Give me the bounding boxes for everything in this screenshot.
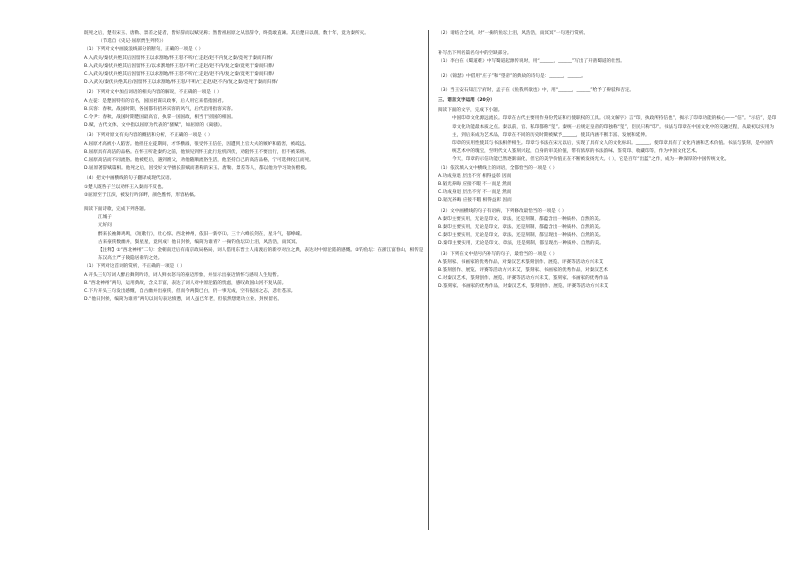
q2-option-a[interactable]: A.左徒：是楚国特有的官名，国国君谋议政事，后人用它来借指国君。: [84, 98, 227, 104]
fill-item-2[interactable]: （2）《锦瑟》中借用“庄子”和“望帝”的典故的诗句是：______，______。: [438, 73, 586, 79]
q4-item-2: ②屈原至于江滨，被发行吟泽畔，颜色憔悴，形容枯槁。: [84, 192, 199, 198]
q2-option-b[interactable]: B.宾客：春秋、战国时期，各国都有招养宾客的风气，后代沿用指客宾客。: [84, 106, 236, 112]
question-3: （3）下列对原文有关内容的概括和分析，不正确的一项是（ ）: [84, 133, 213, 139]
question-1: （1）下列对文中画波浪线部分的断句，正确的一项是（ ）: [84, 47, 204, 53]
q1-option-d[interactable]: D.入武关/秦伏兵绝其后/因留怀王以求割地/怀王怒/不听/亡走赵/赵不内/复之秦/竟死于秦而归葬/: [84, 80, 278, 86]
poem-question-2: （2）请结合全词，对“一掬钓鱼坛上泪，风浩浩，雨冥冥”一句进行赏析。: [438, 31, 589, 36]
reading-question-1: （1）依次填入文中横线上的词语，全都恰当的一项是（ ）: [438, 165, 558, 171]
rq2-option-d[interactable]: D.秦印主要实用，无论是印文、章法，还是刻制，都呈现出一种质朴、自然的美。: [438, 241, 604, 247]
q2-option-d[interactable]: D.赋，古代文体，文中指以屈原为代表的“骚赋”，如屈原的《离骚》。: [84, 123, 225, 129]
q3-option-d[interactable]: D.屈原著辞赋篇相。他死之后，因受好文学擅长辞赋而著称的宋玉、唐勒、景差等人，都以他为学习效仿楷模。: [84, 166, 310, 172]
rq2-option-b[interactable]: B.秦印主要实用，无论是印文、章法、还是刻制，都蕴含出一种质朴、自然的美。: [438, 225, 604, 231]
pq1-option-a[interactable]: A.开头三句写词人醉后舞剑吟诗，词人鲜衣怒马的豪迈形象，并显示出豪迈情怀与感叹人生短暂。: [84, 272, 282, 278]
fill-title: 补写出下列名篇名句中的空缺部分。: [438, 51, 512, 57]
column-divider: [428, 30, 429, 530]
poem-author: 元好问: [98, 223, 112, 229]
rq1-option-b[interactable]: B.韬光养晦 应接不暇 不一而足 然而: [438, 182, 512, 188]
right-column: [438, 30, 778, 292]
rq3-option-d[interactable]: D.篆刻家、书画家的优秀作品，对秦汉艺术，篆刻创作、展览、评赛等活动方兴未艾: [438, 284, 609, 290]
fill-item-3[interactable]: （3）当王安石知江宁府时，孟子在《鱼我所欲也》中，用“______，______”给予了辩驳和否定。: [438, 87, 635, 93]
question-4: （4）把文中画横线的句子翻译成现代汉语。: [84, 176, 175, 182]
rq3-option-b[interactable]: B.篆刻创作、展览、评赛等活动方兴未艾，篆刻家、书画家的优秀作品，对秦汉艺术: [438, 268, 608, 274]
question-2: （2）下列对文中加点词语的相关内容的解说，不正确的一项是（ ）: [84, 90, 222, 96]
poem-line-2: 古来豪侠数幽并，鬓星星，竟何成！他日封侯，编简为谁青？一掬钓鱼坛⑵上泪，风浩浩，雨冥冥。: [98, 239, 301, 245]
rq3-option-c[interactable]: C.对秦汉艺术，篆刻创作、展览、评赛等活动方兴未艾，篆刻家、书画家的优秀作品: [438, 276, 609, 282]
reading-paragraph-3: 今天，印章的示信功能已然逐渐弱化，但它的美学价值正在不断被发扬光大。（ ），它是百年“出蓝”之作，成为一种深厚的中国传统文化。: [452, 157, 730, 163]
poem-intro: 阅读下面诗歌，完成下列各题。: [84, 207, 149, 213]
fill-item-1[interactable]: （1）李白在《蜀道难》中写蜀道起源传说时，用“______，______”写出了开凿蜀道的壮烈。: [438, 59, 625, 65]
rq1-option-d[interactable]: D.韬光养晦 应接不暇 相得益彰 因而: [438, 198, 512, 204]
reading-paragraph-2: 印章的实用性使其与书法相伴相生。印章与书法在宋元以后，实现了具有文人的文化标识。______，使印章具有了文化内涵和艺术价值。书法与篆刻，是中国传统艺术中的瑰宝，至明代文人篆刻兴起，自身的审美价值，带有浓厚的书法韵味、鉴赏印、收藏印等，作为中国文化艺术。: [452, 141, 774, 155]
poem-question-1: （1）下列对这首词的赏析，不正确的一项是（ ）: [84, 264, 185, 270]
q1-option-a[interactable]: A.入武关/秦伏兵绝其后因留怀王以求割地/怀王怒不听/亡走赵/赵不内复之秦/竟死于秦而归葬/: [84, 55, 273, 61]
pq1-option-b[interactable]: B.“西北神州”两句，运用典故，含义丰富，表达了词人对中原沦陷的忧虑，感叹故国山河不复从前。: [84, 280, 287, 286]
reading-paragraph-1: 中国印章文化源远流长。印章在古代主要用作身份凭证和行使职权的工具。《说文解字》言“印，执政所持信也”，揭示了印章功能的核心——“信”。“示信”，是印章文化功能最本质之点。秦以前，官、私印都称“玺”。秦统一后规定皇帝的印独称“玺”，臣民只称“印”。书法与印章在中国文化中的交融过程，从最初以实用为主，到后来成为艺术品，印章在不同的历史时期被赋予______，使其内涵不断丰富、发展和延伸。: [452, 116, 777, 138]
rq1-option-c[interactable]: C.功成身退 层出不穷 不一而足 然而: [438, 190, 512, 196]
rq1-option-a[interactable]: A.功成身退 层出不穷 相得益彰 因而: [438, 173, 512, 179]
poem-line-1: 醉来长袖舞鸡鸣，《短歌行》，壮心惊。西北神州，依旧一新亭⑴。三十六峰长剑在，星斗气，郁峥嵘。: [98, 231, 305, 237]
q3-option-a[interactable]: A.屈原才高被小人陷害。他担任左徒期间，才华横溢，很受怀王信任，因遭到上官大夫的嫉妒和陷害，被疏远。: [84, 141, 310, 147]
poem-note: 【注释】①“西北神州”二句：金朝南迁后有南京政局格局，词人借用东晋士人南渡后的新亭对泣之典，表达对中原沦陷的感慨。②钓鱼坛：在浙江富春山，相传是东汉高士严子陵隐居垂钓之处。: [98, 248, 424, 262]
poem-title: 江城子: [98, 215, 112, 221]
pq1-option-d[interactable]: D.“他日封侯，编简为谁青”两句以问句表达愤懑，词人虽已年老，但依然想建功立业、封侯留名。: [84, 297, 283, 303]
rq2-option-a[interactable]: A.秦印主要实用，无论是印文、章法，还是刻制，都蕴含出一种质朴、自然的美。: [438, 216, 604, 222]
source-note: （节选自《史记·屈原贾生列传》）: [98, 39, 167, 45]
reading-question-2: （2）文中画横线的句子有语病，下列修改最恰当的一项是（ ）: [438, 208, 567, 214]
q3-option-c[interactable]: C.屈原高洁而不同流俗。他被贬后，遇到渔父，劝他随顺流俗生活，他坚持自己的高洁品格，宁可选择投江而死。: [84, 158, 314, 164]
q1-option-c[interactable]: C.入武关/秦伏兵绝其后因留怀王以求割地/怀王怒不听/亡走赵/赵不内/复之秦/竟死于秦而归葬/: [84, 72, 275, 78]
pq1-option-c[interactable]: C.下片开头三句发出感慨，自古幽并出豪侠，但而今两鬓已白，仍一事无成，空有报国之志，悲壮苍凉。: [84, 289, 296, 295]
q2-option-c[interactable]: C.令尹：春秋、战国时期楚国最高官，执掌一国国政，相当于别国的相国。: [84, 115, 236, 121]
reading-question-3: （3）下列在文中括号内补写的句子，最恰当的一项是（ ）: [438, 251, 558, 257]
q3-option-b[interactable]: B.屈原具有高洁的品格。在怀王听赴秦约之前，他预见到怀王此行危机四伏，劝阻怀王不要出行，但不被采纳。: [84, 149, 310, 155]
left-column: [84, 30, 424, 305]
reading-intro: 阅读下面的文字，完成下小题。: [438, 108, 503, 114]
rq2-option-c[interactable]: C.秦印主要实用，无论是印文、章法、还是刻制，都呈现出一种质朴、自然的美。: [438, 233, 604, 239]
section-3-title: 三、语言文字运用（20分）: [438, 98, 495, 104]
rq3-option-a[interactable]: A.篆刻家、书画家的优秀作品，对秦汉艺术篆刻创作、展览、评赛等活动方兴未艾: [438, 259, 604, 265]
passage-ending: 既死之后，楚有宋玉、唐勒、景差之徒者，皆好辞而以赋见称；然皆祖屈原之从容辞令，终莫敢直谏。其后楚日以削，数十年，竟为秦所灭。: [84, 31, 369, 36]
q4-item-1: ①楚人既咎子兰以劝怀王入秦而不反也。: [84, 184, 167, 190]
q1-option-b[interactable]: B.入武关/秦伏兵绝其后因留怀王/以求割地怀王怒/不听亡走赵/赵不内/复之秦/竟死于秦而归葬/: [84, 63, 275, 69]
